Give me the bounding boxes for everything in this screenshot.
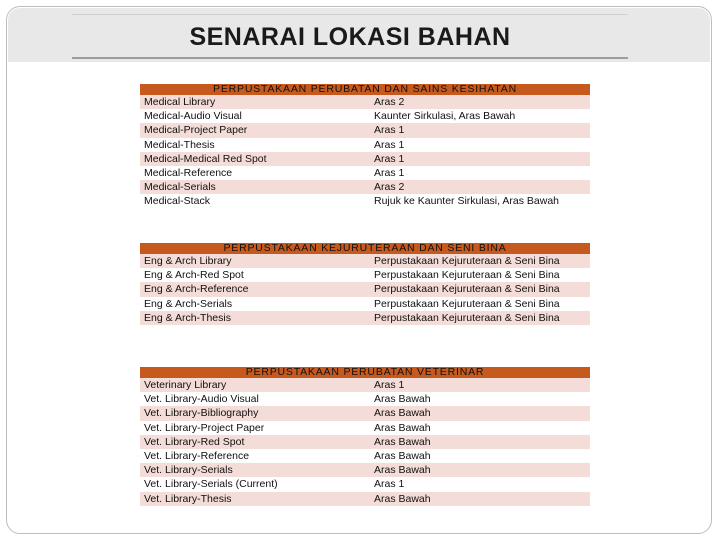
collection-name-cell: Vet. Library-Reference bbox=[144, 449, 250, 462]
page-title: SENARAI LOKASI BAHAN bbox=[189, 23, 511, 51]
location-cell: Aras 1 bbox=[374, 379, 405, 391]
section-rows bbox=[140, 254, 590, 325]
collection-name-cell: Medical-Reference bbox=[144, 166, 233, 179]
table-row bbox=[140, 152, 590, 166]
table-row bbox=[140, 477, 590, 491]
table-row bbox=[140, 123, 590, 137]
location-cell: Perpustakaan Kejuruteraan & Seni Bina bbox=[374, 297, 560, 310]
section-veterinary bbox=[140, 367, 590, 506]
collection-name-cell: Medical-Stack bbox=[144, 195, 210, 208]
collection-name-cell: Medical Library bbox=[144, 96, 216, 108]
title-plate bbox=[72, 14, 628, 59]
collection-name-cell: Vet. Library-Red Spot bbox=[144, 435, 245, 448]
table-row bbox=[140, 297, 590, 311]
section-header: PERPUSTAKAAN PERUBATAN VETERINAR bbox=[140, 367, 590, 378]
location-cell: Aras 2 bbox=[374, 181, 405, 194]
collection-name-cell: Medical-Project Paper bbox=[144, 124, 248, 137]
location-cell: Perpustakaan Kejuruteraan & Seni Bina bbox=[374, 269, 560, 282]
location-cell: Aras Bawah bbox=[374, 421, 431, 434]
section-rows bbox=[140, 95, 590, 209]
location-cell: Aras 1 bbox=[374, 138, 405, 151]
location-cell: Kaunter Sirkulasi, Aras Bawah bbox=[374, 110, 516, 123]
collection-name-cell: Vet. Library-Audio Visual bbox=[144, 393, 259, 406]
table-row bbox=[140, 180, 590, 194]
collection-name-cell: Eng & Arch-Thesis bbox=[144, 311, 231, 324]
collection-name-cell: Eng & Arch-Reference bbox=[144, 283, 249, 296]
table-row bbox=[140, 109, 590, 123]
table-row bbox=[140, 95, 590, 109]
table-row bbox=[140, 138, 590, 152]
table-row bbox=[140, 492, 590, 506]
collection-name-cell: Vet. Library-Serials bbox=[144, 464, 233, 477]
section-header: PERPUSTAKAAN KEJURUTERAAN DAN SENI BINA bbox=[140, 243, 590, 254]
location-cell: Aras 2 bbox=[374, 96, 405, 108]
section-medical bbox=[140, 84, 590, 209]
table-row bbox=[140, 406, 590, 420]
collection-name-cell: Eng & Arch-Red Spot bbox=[144, 269, 244, 282]
table-row bbox=[140, 311, 590, 325]
table-row bbox=[140, 194, 590, 208]
section-header: PERPUSTAKAAN PERUBATAN DAN SAINS KESIHATAN bbox=[140, 84, 590, 95]
section-engineering bbox=[140, 243, 590, 325]
location-cell: Aras Bawah bbox=[374, 407, 431, 420]
location-cell: Aras 1 bbox=[374, 152, 405, 165]
collection-name-cell: Veterinary Library bbox=[144, 379, 227, 391]
title-underline bbox=[72, 57, 628, 59]
location-cell: Aras Bawah bbox=[374, 393, 431, 406]
collection-name-cell: Vet. Library-Serials (Current) bbox=[144, 478, 278, 491]
table-row bbox=[140, 435, 590, 449]
collection-name-cell: Medical-Audio Visual bbox=[144, 110, 242, 123]
table-row bbox=[140, 254, 590, 268]
section-rows bbox=[140, 378, 590, 506]
collection-name-cell: Eng & Arch-Serials bbox=[144, 297, 233, 310]
table-row bbox=[140, 421, 590, 435]
collection-name-cell: Medical-Medical Red Spot bbox=[144, 152, 267, 165]
location-cell: Aras Bawah bbox=[374, 435, 431, 448]
collection-name-cell: Medical-Thesis bbox=[144, 138, 215, 151]
location-cell: Aras 1 bbox=[374, 166, 405, 179]
table-row bbox=[140, 378, 590, 392]
table-row bbox=[140, 268, 590, 282]
table-row bbox=[140, 463, 590, 477]
location-cell: Aras 1 bbox=[374, 124, 405, 137]
location-cell: Perpustakaan Kejuruteraan & Seni Bina bbox=[374, 283, 560, 296]
collection-name-cell: Vet. Library-Bibliography bbox=[144, 407, 259, 420]
collection-name-cell: Medical-Serials bbox=[144, 181, 216, 194]
table-row bbox=[140, 449, 590, 463]
location-cell: Aras Bawah bbox=[374, 449, 431, 462]
table-row bbox=[140, 392, 590, 406]
table-row bbox=[140, 166, 590, 180]
location-cell: Aras Bawah bbox=[374, 464, 431, 477]
collection-name-cell: Vet. Library-Thesis bbox=[144, 492, 232, 505]
table-row bbox=[140, 282, 590, 296]
collection-name-cell: Vet. Library-Project Paper bbox=[144, 421, 265, 434]
location-cell: Aras Bawah bbox=[374, 492, 431, 505]
location-cell: Rujuk ke Kaunter Sirkulasi, Aras Bawah bbox=[374, 195, 560, 208]
location-cell: Perpustakaan Kejuruteraan & Seni Bina bbox=[374, 255, 560, 267]
location-cell: Perpustakaan Kejuruteraan & Seni Bina bbox=[374, 311, 560, 324]
collection-name-cell: Eng & Arch Library bbox=[144, 255, 232, 267]
location-cell: Aras 1 bbox=[374, 478, 405, 491]
